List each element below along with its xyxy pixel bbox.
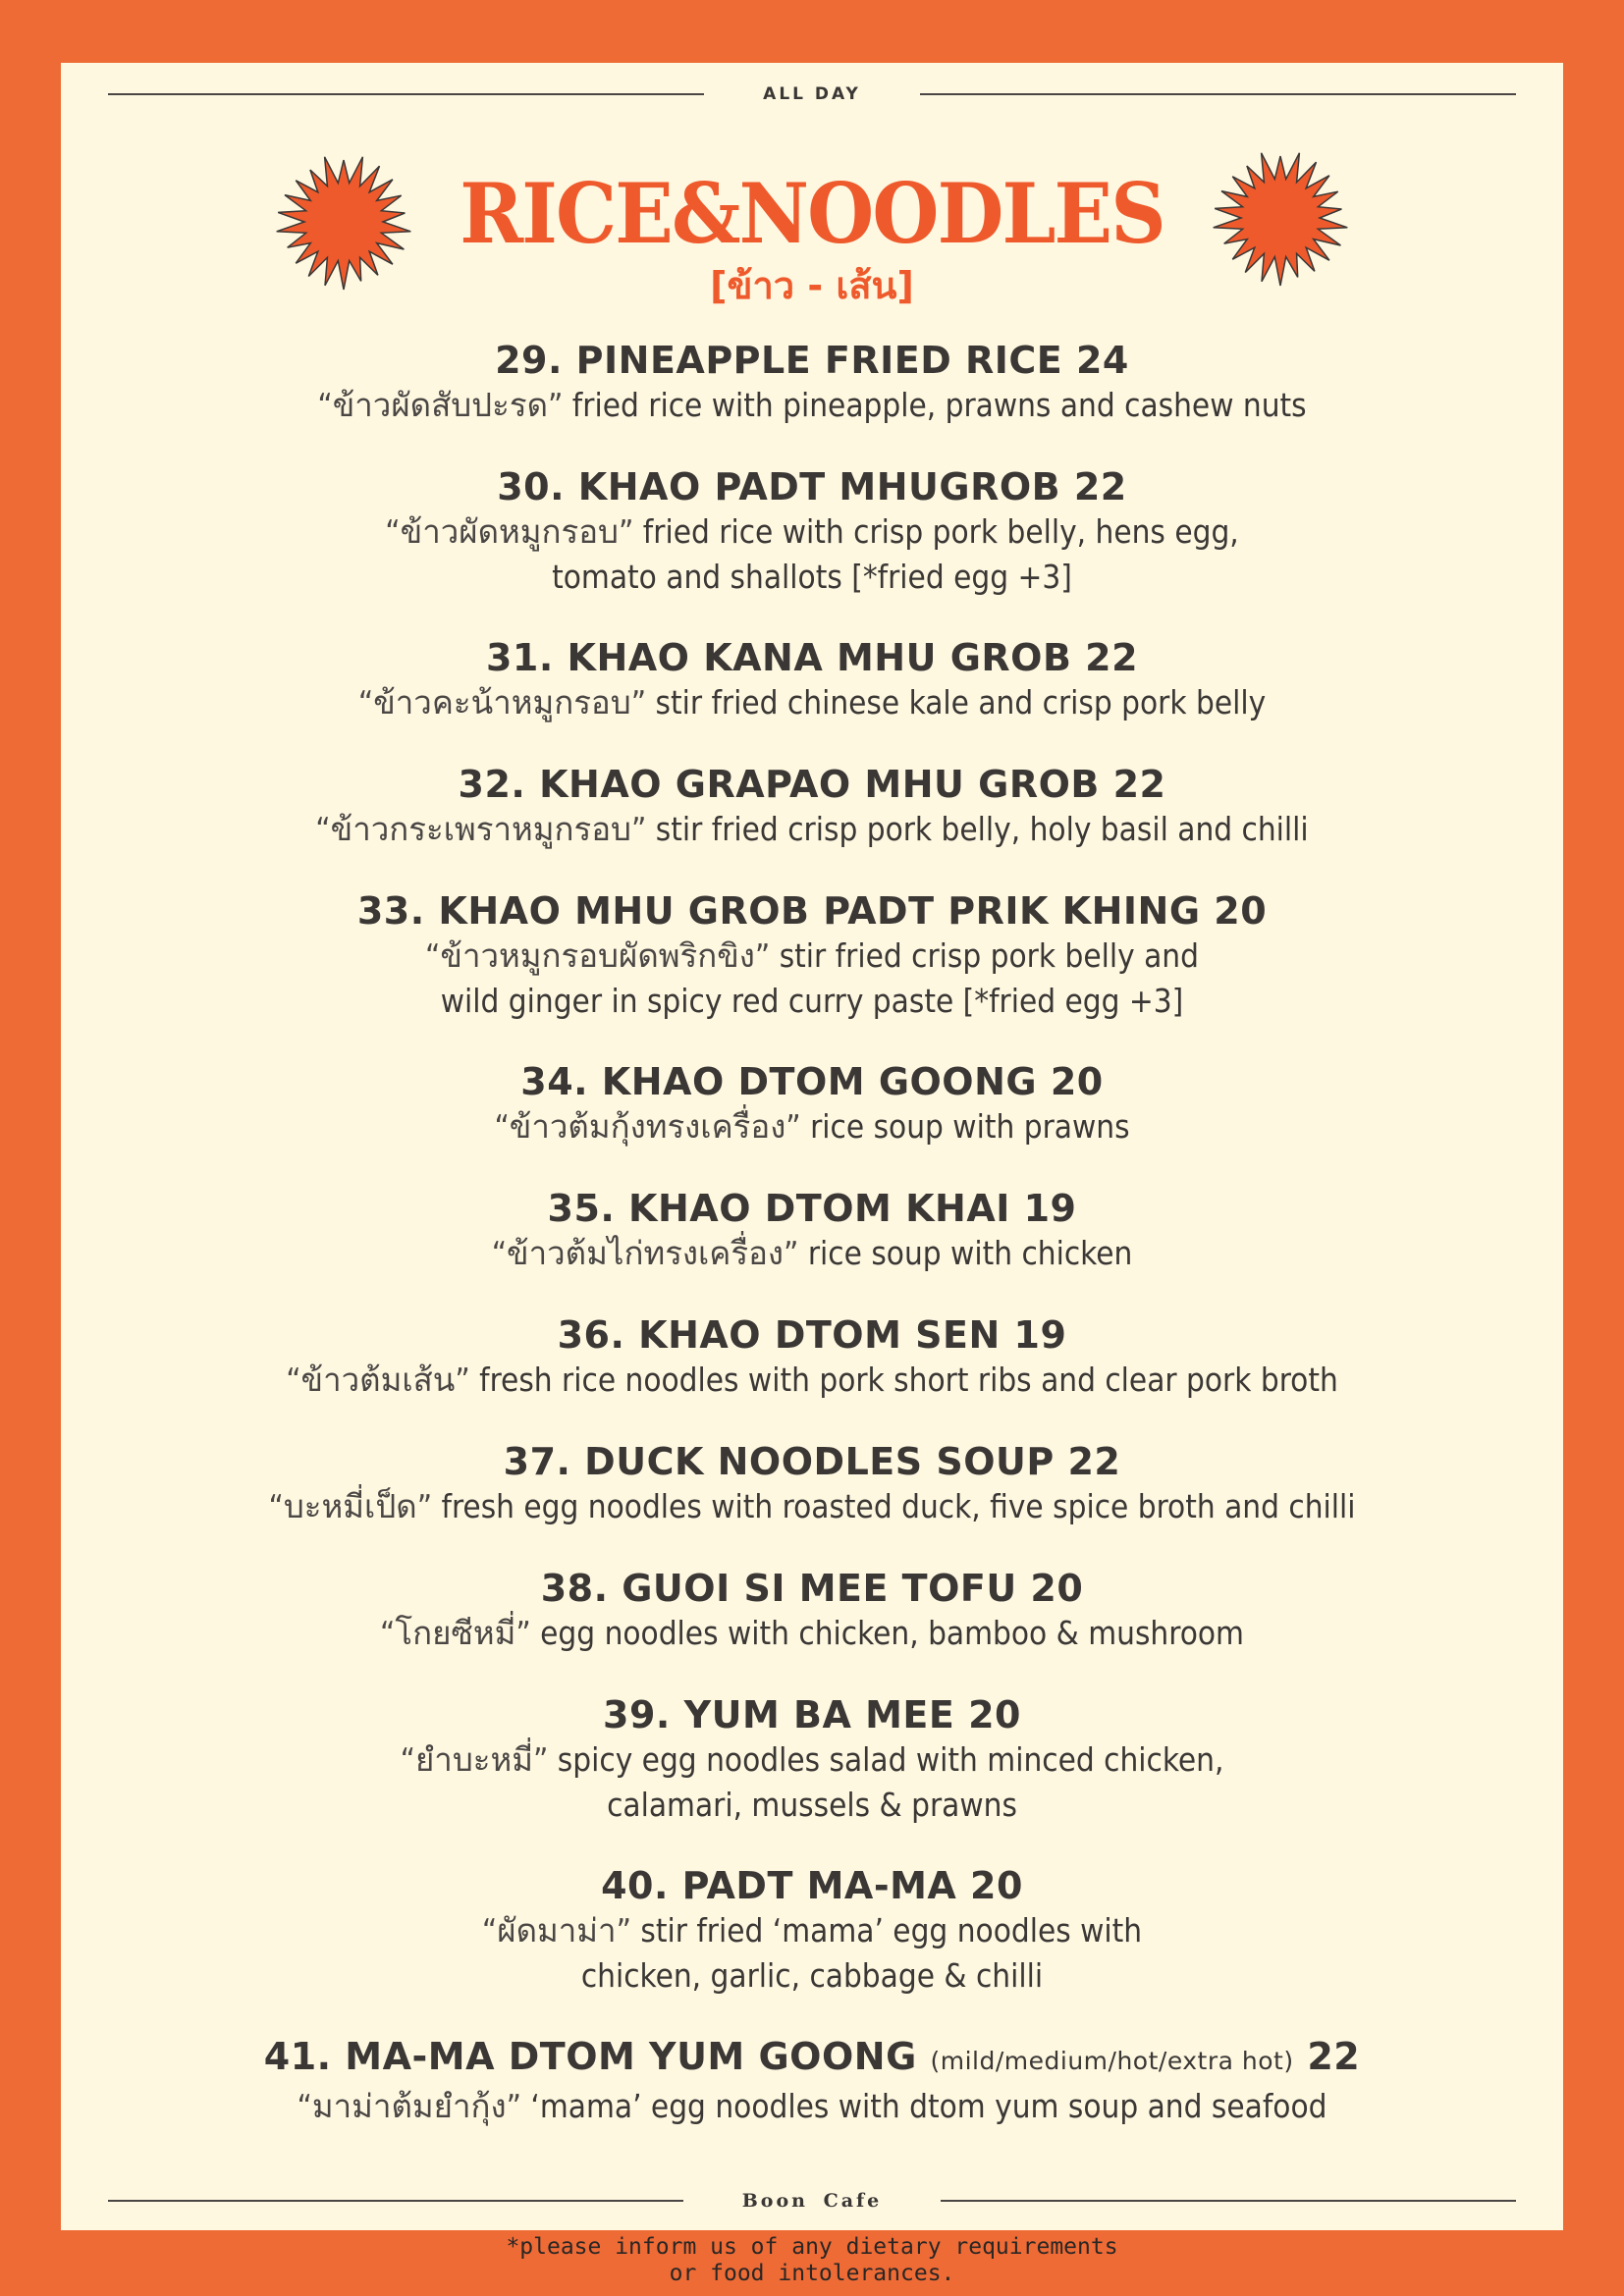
item-price: 22 xyxy=(1307,2035,1361,2078)
menu-item xyxy=(61,888,1563,1059)
item-desc-text: stir fried crisp pork belly and xyxy=(770,936,1199,975)
menu-item xyxy=(61,1439,1563,1566)
item-thai-name: “โกยซีหมี่” xyxy=(380,1614,531,1652)
header-rule xyxy=(108,84,1516,104)
item-name: 36. KHAO DTOM SEN 19 xyxy=(557,1313,1067,1357)
item-description xyxy=(61,934,1563,979)
item-thai-name: “ข้าวต้มกุ้งทรงเครื่อง” xyxy=(494,1107,801,1146)
item-thai-name: “ข้าวต้มไก่ทรงเครื่อง” xyxy=(491,1234,799,1272)
page-title: RICE&NOODLES xyxy=(460,165,1164,262)
item-desc-text: fresh egg noodles with roasted duck, five spice broth and chilli xyxy=(432,1487,1356,1525)
item-name-text: 41. MA-MA DTOM YUM GOONG xyxy=(263,2035,917,2078)
item-thai-name: “มาม่าต้มยำกุ้ง” xyxy=(297,2087,521,2125)
menu-item xyxy=(61,2034,1563,2161)
item-description xyxy=(61,680,1563,725)
spice-level-note: (mild/medium/hot/extra hot) xyxy=(930,2047,1294,2075)
item-name: 29. PINEAPPLE FRIED RICE 24 xyxy=(495,339,1129,382)
menu-item xyxy=(61,1566,1563,1692)
item-desc-line2: calamari, mussels & prawns xyxy=(607,1786,1017,1824)
item-name: 30. KHAO PADT MHUGROB 22 xyxy=(497,465,1127,508)
menu-item xyxy=(61,338,1563,464)
item-description xyxy=(61,807,1563,852)
item-description xyxy=(61,509,1563,555)
item-name: 39. YUM BA MEE 20 xyxy=(603,1693,1021,1736)
footer-rule xyxy=(108,2190,1516,2212)
menu-item xyxy=(61,1312,1563,1439)
item-thai-name: “ยำบะหมี่” xyxy=(400,1740,549,1779)
item-name: 38. GUOI SI MEE TOFU 20 xyxy=(540,1567,1084,1610)
item-thai-name: “ผัดมาม่า” xyxy=(481,1911,631,1949)
item-desc-text: spicy egg noodles salad with minced chicken, xyxy=(548,1740,1224,1779)
item-description xyxy=(61,1484,1563,1529)
item-description xyxy=(61,1231,1563,1276)
item-desc-text: rice soup with chicken xyxy=(798,1234,1133,1272)
item-desc-text: fried rice with crisp pork belly, hens egg, xyxy=(633,512,1239,551)
menu-panel xyxy=(61,63,1563,2230)
item-thai-name: “บะหมี่เป็ด” xyxy=(268,1487,433,1525)
divider-line xyxy=(108,2200,683,2202)
menu-item xyxy=(61,1692,1563,1863)
item-desc-text: stir fried chinese kale and crisp pork belly xyxy=(646,683,1267,721)
menu-item xyxy=(61,635,1563,762)
item-desc-text: fresh rice noodles with pork short ribs and clear pork broth xyxy=(469,1361,1338,1399)
item-description xyxy=(61,383,1563,428)
item-desc-text: stir fried ‘mama’ egg noodles with xyxy=(630,1911,1143,1949)
section-label: ALL DAY xyxy=(763,84,861,104)
item-description xyxy=(61,1908,1563,1953)
item-name: 33. KHAO MHU GROB PADT PRIK KHING 20 xyxy=(356,889,1268,933)
divider-line xyxy=(920,93,1516,95)
dietary-note xyxy=(0,2234,1624,2287)
item-description xyxy=(61,1358,1563,1403)
menu-item xyxy=(61,1863,1563,2034)
item-thai-name: “ข้าวกระเพราหมูกรอบ” xyxy=(315,810,647,848)
item-description xyxy=(61,2084,1563,2129)
page-subtitle: [ข้าว - เส้น] xyxy=(710,264,914,307)
menu-item xyxy=(61,1186,1563,1312)
item-desc-line2: wild ginger in spicy red curry paste [*fried egg +3] xyxy=(440,982,1184,1020)
divider-line xyxy=(108,93,704,95)
item-name: 40. PADT MA-MA 20 xyxy=(601,1864,1023,1907)
item-description xyxy=(61,1737,1563,1783)
brand-name: Boon Cafe xyxy=(741,2190,883,2212)
dietary-note-line2: or food intolerances. xyxy=(669,2261,955,2286)
item-desc-text: fried rice with pineapple, prawns and cashew nuts xyxy=(563,386,1307,424)
item-thai-name: “ข้าวคะน้าหมูกรอบ” xyxy=(357,683,647,721)
divider-line xyxy=(941,2200,1516,2202)
item-thai-name: “ข้าวผัดหมูกรอบ” xyxy=(385,512,634,551)
item-desc-line2: tomato and shallots [*fried egg +3] xyxy=(552,558,1072,596)
item-desc-text: stir fried crisp pork belly, holy basil and chilli xyxy=(646,810,1309,848)
item-name: 32. KHAO GRAPAO MHU GROB 22 xyxy=(458,763,1166,806)
item-desc-text: rice soup with prawns xyxy=(800,1107,1130,1146)
dietary-note-line1: *please inform us of any dietary requirements xyxy=(506,2234,1118,2260)
item-thai-name: “ข้าวหมูกรอบผัดพริกขิง” xyxy=(425,936,771,975)
item-desc-text: egg noodles with chicken, bamboo & mushroom xyxy=(530,1614,1244,1652)
item-thai-name: “ข้าวผัดสับปะรด” xyxy=(317,386,564,424)
item-description xyxy=(61,1104,1563,1149)
item-desc-text: ‘mama’ egg noodles with dtom yum soup and seafood xyxy=(521,2087,1327,2125)
item-desc-line2: chicken, garlic, cabbage & chilli xyxy=(580,1956,1044,1995)
item-name: 31. KHAO KANA MHU GROB 22 xyxy=(485,636,1139,679)
item-thai-name: “ข้าวต้มเส้น” xyxy=(286,1361,470,1399)
item-name: 35. KHAO DTOM KHAI 19 xyxy=(547,1187,1077,1230)
item-name: 37. DUCK NOODLES SOUP 22 xyxy=(503,1440,1121,1483)
item-name xyxy=(61,2034,1563,2084)
menu-list xyxy=(61,338,1563,2161)
item-name: 34. KHAO DTOM GOONG 20 xyxy=(520,1060,1104,1103)
menu-item xyxy=(61,1059,1563,1186)
menu-item xyxy=(61,464,1563,635)
item-description xyxy=(61,1611,1563,1656)
menu-item xyxy=(61,762,1563,888)
